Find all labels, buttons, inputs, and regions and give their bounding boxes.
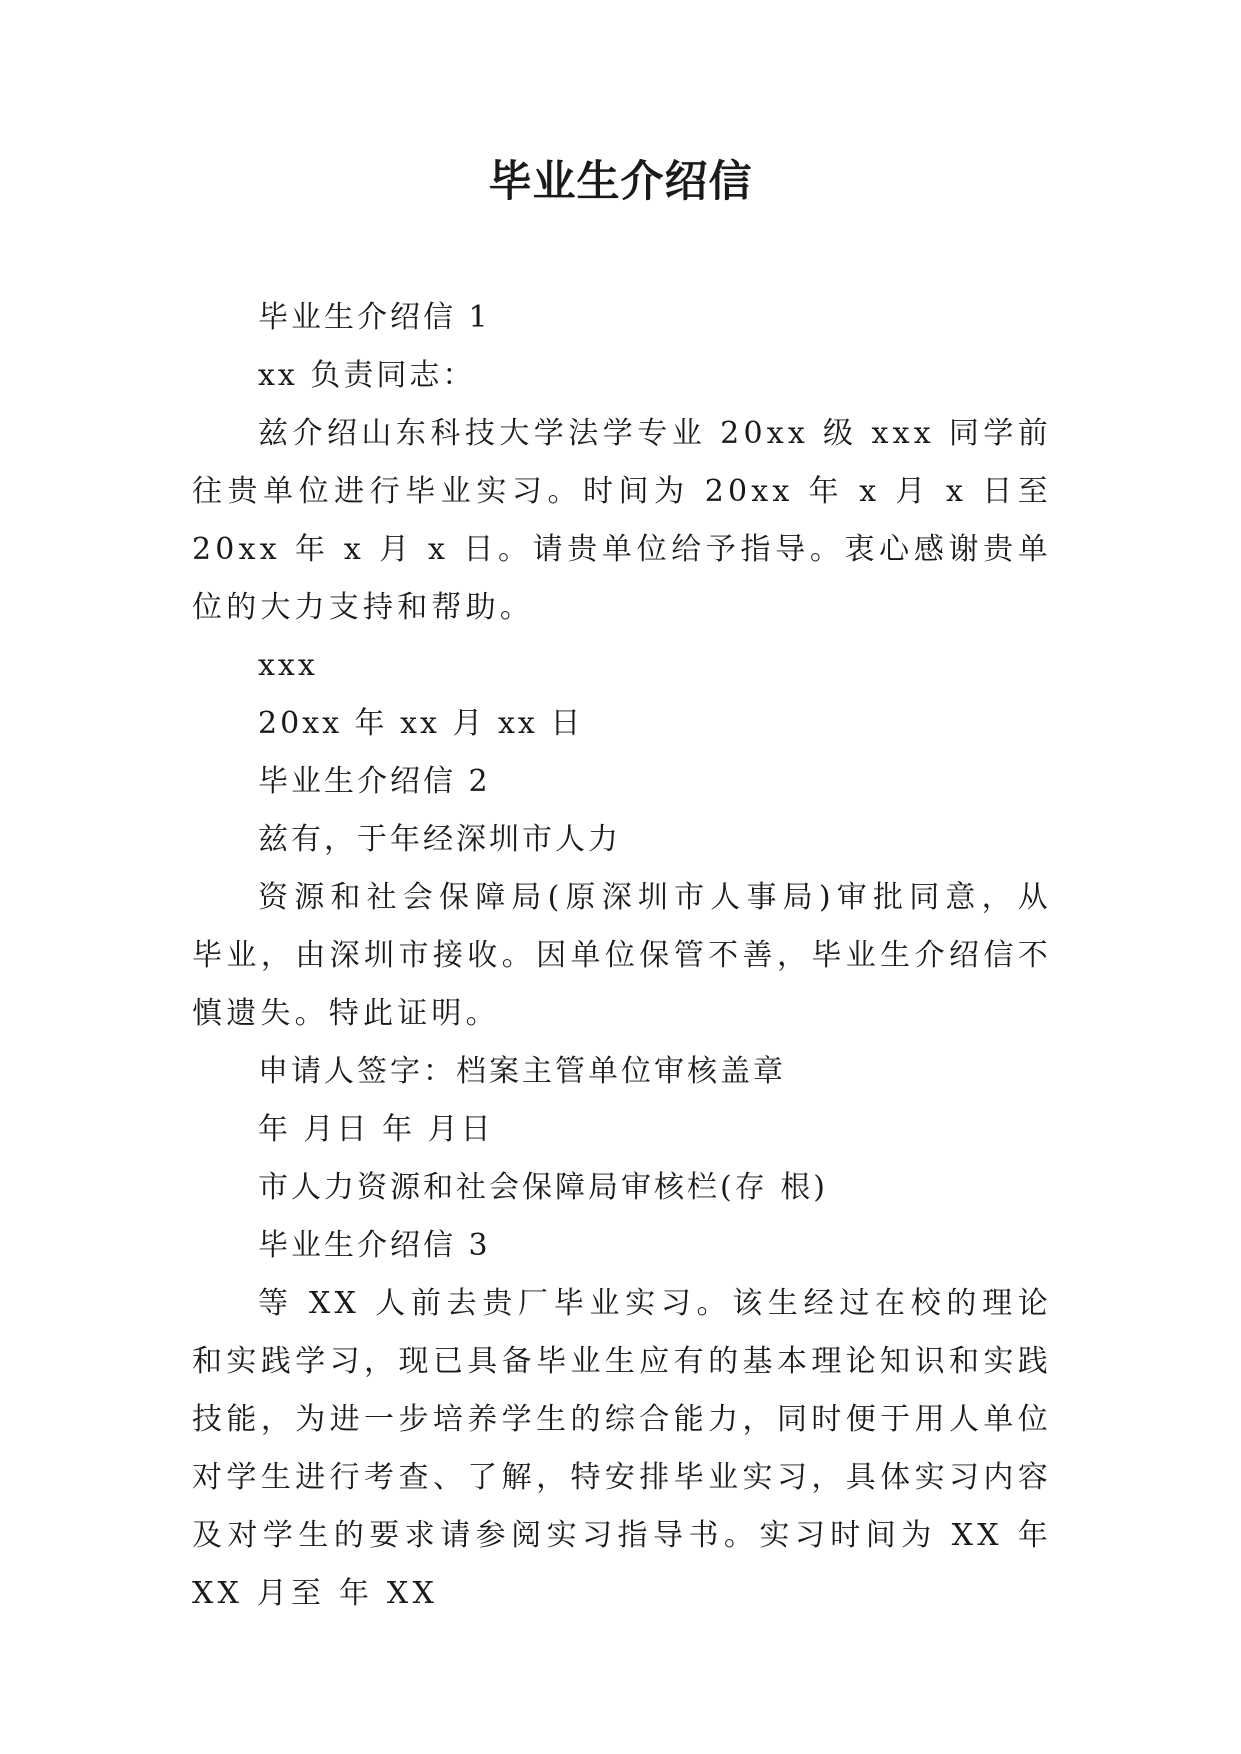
letter-1-signature: xxx xyxy=(258,648,318,683)
document-title: 毕业生介绍信 xyxy=(488,157,753,207)
document-body xyxy=(192,289,1052,1623)
letter-1-salutation: xx 负责同志： xyxy=(258,358,476,393)
letter-3-body: 等 XX 人前去贵厂毕业实习。该生经过在校的理论和实践学习，现已具备毕业生应有的基本理论知识和实践技能，为进一步培养学生的综合能力，同时便于用人单位对学生进行考查、了解，特安排毕业实习，具体实习内容及对学生的要求请参阅实习指导书。实习时间为 XX 年 XX 月至 年 XX xyxy=(192,1286,1052,1611)
letter-1-date: 20xx 年 xx 月 xx 日 xyxy=(258,706,584,741)
letter-1-heading: 毕业生介绍信 1 xyxy=(258,300,491,335)
letter-3-heading: 毕业生介绍信 3 xyxy=(258,1228,491,1263)
letter-2-intro: 兹有，于年经深圳市人力 xyxy=(258,822,621,857)
letter-2-review-column: 市人力资源和社会保障局审核栏(存 根) xyxy=(258,1170,828,1205)
letter-2-heading: 毕业生介绍信 2 xyxy=(258,764,491,799)
letter-2-date-line: 年 月日 年 月日 xyxy=(258,1112,494,1147)
letter-2-signature-line: 申请人签字：档案主管单位审核盖章 xyxy=(258,1054,786,1089)
letter-1-body: 兹介绍山东科技大学法学专业 20xx 级 xxx 同学前往贵单位进行毕业实习。时间为 20xx 年 x 月 x 日至 20xx 年 x 月 x 日。请贵单位给予指导。衷心感谢贵单位的大力支持和帮助。 xyxy=(192,416,1052,625)
letter-2-body: 资源和社会保障局(原深圳市人事局)审批同意，从 毕业，由深圳市接收。因单位保管不善，毕业生介绍信不慎遗失。特此证明。 xyxy=(192,880,1052,1031)
